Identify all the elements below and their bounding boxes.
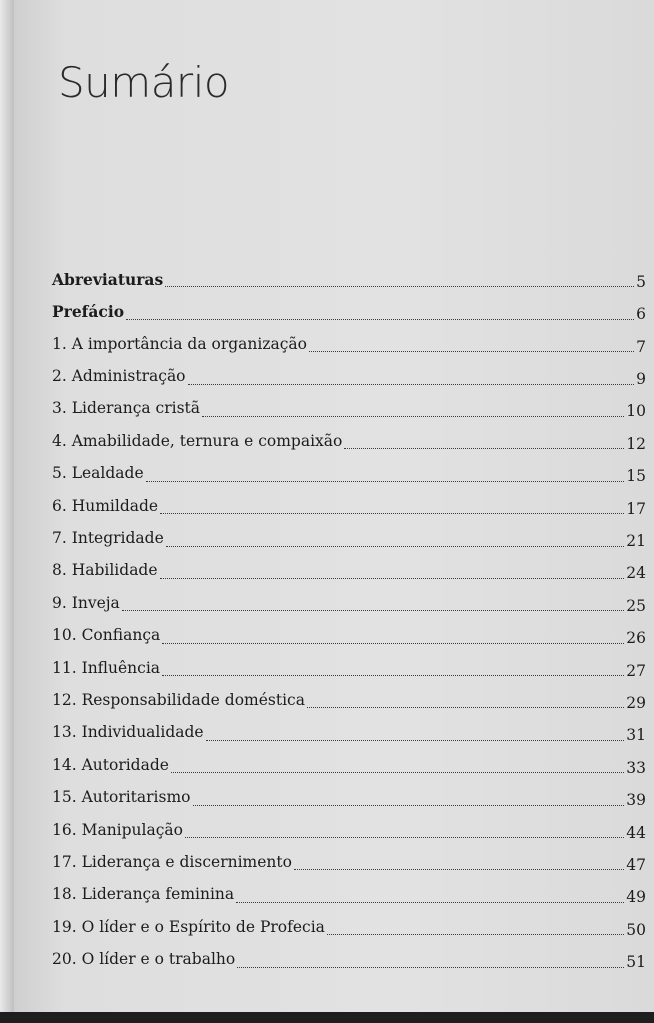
toc-entry-label: 19. O líder e o Espírito de Profecia: [52, 917, 325, 936]
toc-entry: [52, 582, 646, 614]
toc-entry: [52, 290, 646, 322]
dot-leader: [171, 771, 624, 773]
toc-entry: [52, 873, 646, 905]
toc-entry-label: 12. Responsabilidade doméstica: [52, 690, 305, 709]
dot-leader: [237, 966, 624, 968]
toc-entry-label: 2. Administração: [52, 367, 186, 386]
book-page: [14, 0, 654, 1012]
dot-leader: [294, 868, 624, 870]
dot-leader: [327, 933, 624, 935]
toc-entry: [52, 517, 646, 549]
toc-entry-label: Prefácio: [52, 302, 125, 322]
toc-entry: [52, 647, 646, 679]
toc-entry-page-number: 12: [626, 434, 646, 453]
dot-leader: [160, 577, 625, 579]
toc-entry-page-number: 29: [626, 693, 646, 712]
toc-entry-page-number: 10: [626, 402, 646, 421]
toc-entry-label: 20. O líder e o trabalho: [52, 950, 236, 969]
toc-entry-label: 3. Liderança cristã: [52, 399, 201, 418]
toc-entry: [52, 679, 646, 711]
toc-entry-label: 13. Individualidade: [52, 723, 204, 742]
toc-entry: [52, 776, 646, 808]
toc-entry: [52, 388, 646, 420]
dot-leader: [160, 512, 624, 514]
dot-leader: [162, 642, 624, 644]
dot-leader: [185, 836, 624, 838]
toc-entry: [52, 614, 646, 646]
toc-entry-page-number: 7: [636, 337, 646, 356]
toc-entry: [52, 550, 646, 582]
page-title: Sumário: [58, 58, 230, 107]
dot-leader: [236, 901, 624, 903]
toc-entry-label: 17. Liderança e discernimento: [52, 852, 292, 871]
dot-leader: [122, 609, 624, 611]
toc-entry-page-number: 17: [626, 499, 646, 518]
toc-entry: [52, 485, 646, 517]
dot-leader: [309, 350, 634, 352]
toc-entry-label: Abreviaturas: [52, 269, 164, 289]
toc-entry-page-number: 9: [636, 370, 646, 389]
dot-leader: [307, 706, 624, 708]
book-spine: [0, 0, 14, 1023]
dot-leader: [126, 318, 634, 320]
toc-entry-page-number: 27: [626, 661, 646, 680]
toc-entry-label: 6. Humildade: [52, 496, 159, 515]
toc-entry: [52, 938, 646, 970]
toc-entry: [52, 906, 646, 938]
toc-entry-page-number: 25: [626, 596, 646, 615]
toc-entry-page-number: 5: [636, 272, 646, 291]
dot-leader: [193, 804, 625, 806]
toc-entry-page-number: 33: [626, 758, 646, 777]
toc-entry-page-number: 44: [626, 823, 646, 842]
toc-entry-label: 16. Manipulação: [52, 820, 183, 839]
toc-entry: [52, 323, 646, 355]
toc-entry-label: 15. Autoritarismo: [52, 788, 191, 807]
toc-entry-label: 7. Integridade: [52, 529, 164, 548]
toc-entry-label: 4. Amabilidade, ternura e compaixão: [52, 431, 343, 450]
dot-leader: [188, 383, 635, 385]
table-of-contents: [52, 258, 646, 971]
toc-entry-page-number: 15: [626, 467, 646, 486]
toc-entry-page-number: 26: [626, 629, 646, 648]
toc-entry-page-number: 24: [626, 564, 646, 583]
dot-leader: [146, 480, 625, 482]
dot-leader: [202, 415, 624, 417]
dot-leader: [166, 545, 624, 547]
toc-entry-label: 18. Liderança feminina: [52, 885, 235, 904]
toc-entry-page-number: 47: [626, 855, 646, 874]
dot-leader: [344, 447, 624, 449]
dot-leader: [165, 285, 634, 287]
toc-entry-label: 5. Lealdade: [52, 464, 144, 483]
toc-entry-label: 11. Influência: [52, 658, 161, 677]
toc-entry: [52, 452, 646, 484]
toc-entry: [52, 711, 646, 743]
toc-entry-label: 1. A importância da organização: [52, 334, 308, 353]
dot-leader: [162, 674, 624, 676]
toc-entry-page-number: 21: [626, 532, 646, 551]
toc-entry: [52, 809, 646, 841]
toc-entry-page-number: 31: [626, 726, 646, 745]
toc-entry-label: 8. Habilidade: [52, 561, 158, 580]
dot-leader: [206, 739, 625, 741]
toc-entry-label: 9. Inveja: [52, 593, 120, 612]
toc-entry: [52, 744, 646, 776]
toc-entry-label: 14. Autoridade: [52, 755, 169, 774]
page-bottom-edge: [0, 1012, 654, 1023]
toc-entry: [52, 355, 646, 387]
toc-entry-page-number: 49: [626, 888, 646, 907]
toc-entry-page-number: 51: [626, 953, 646, 972]
toc-entry-page-number: 6: [636, 305, 646, 324]
toc-entry: [52, 841, 646, 873]
toc-entry-page-number: 50: [626, 920, 646, 939]
toc-entry-page-number: 39: [626, 791, 646, 810]
toc-entry: [52, 420, 646, 452]
toc-entry-label: 10. Confiança: [52, 626, 161, 645]
toc-entry: [52, 258, 646, 290]
